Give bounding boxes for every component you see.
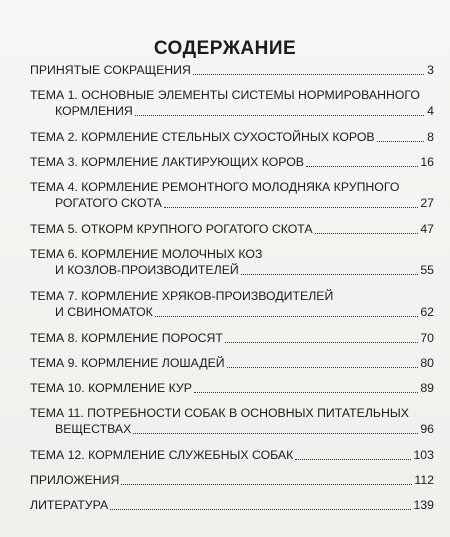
toc-entry-title: ЛИТЕРАТУРА [30, 498, 109, 512]
toc-entry-title-line2: КОРМЛЕНИЯ [55, 104, 133, 118]
toc-entry [30, 288, 434, 320]
toc-entry-title: ТЕМА 5. ОТКОРМ КРУПНОГО РОГАТОГО СКОТА [30, 222, 313, 236]
toc-page-number: 4 [427, 104, 434, 118]
dot-leader [121, 484, 412, 485]
toc-entry-title: ПРИЛОЖЕНИЯ [30, 473, 120, 487]
toc-entry-line [30, 421, 434, 437]
dot-leader [194, 392, 418, 393]
toc-entry-title: ТЕМА 2. КОРМЛЕНИЕ СТЕЛЬНЫХ СУХОСТОЙНЫХ КОРОВ [30, 130, 375, 144]
dot-leader [225, 342, 418, 343]
dot-leader [295, 459, 411, 460]
toc-entry [30, 179, 434, 211]
dot-leader [110, 509, 411, 510]
toc-page-number: 16 [420, 155, 434, 169]
toc-page-number: 62 [420, 305, 434, 319]
toc-entry-line [30, 447, 434, 463]
toc-page-number: 139 [413, 498, 434, 512]
toc-entry-title: ТЕМА 9. КОРМЛЕНИЕ ЛОШАДЕЙ [30, 356, 225, 370]
toc-page-number: 70 [420, 331, 434, 345]
dot-leader [133, 433, 418, 434]
toc-entry-line [30, 330, 434, 346]
toc-entry-title-line2: И КОЗЛОВ-ПРОИЗВОДИТЕЛЕЙ [55, 263, 239, 277]
toc-entry-line [30, 154, 434, 170]
toc-page-number: 8 [427, 130, 434, 144]
toc-entry-line [30, 262, 434, 278]
toc-entry-line [30, 221, 434, 237]
toc-page-number: 47 [420, 222, 434, 236]
toc-entry [30, 129, 434, 145]
dot-leader [241, 274, 419, 275]
page-title: СОДЕРЖАНИЕ [153, 38, 297, 59]
toc-entry-title-line1: ТЕМА 11. ПОТРЕБНОСТИ СОБАК В ОСНОВНЫХ ПИТАТЕЛЬНЫХ [30, 406, 409, 420]
toc-entry-title: ТЕМА 12. КОРМЛЕНИЕ СЛУЖЕБНЫХ СОБАК [30, 448, 294, 462]
toc-entry-line [30, 195, 434, 211]
dot-leader [164, 207, 418, 208]
toc-entry-title-line1: ТЕМА 4. КОРМЛЕНИЕ РЕМОНТНОГО МОЛОДНЯКА КРУПНОГО [30, 180, 400, 194]
toc-entry-line [30, 380, 434, 396]
toc-page-number: 103 [413, 448, 434, 462]
toc-entry-title-line1: ТЕМА 6. КОРМЛЕНИЕ МОЛОЧНЫХ КОЗ [30, 247, 263, 261]
toc-page-number: 3 [427, 63, 434, 77]
toc-entry [30, 221, 434, 237]
toc-entry-title-line1: ТЕМА 1. ОСНОВНЫЕ ЭЛЕМЕНТЫ СИСТЕМЫ НОРМИРОВАННОГО [30, 88, 420, 102]
toc-entry-title-line2: ВЕЩЕСТВАХ [55, 422, 132, 436]
toc-entry-title: ТЕМА 3. КОРМЛЕНИЕ ЛАКТИРУЮЩИХ КОРОВ [30, 155, 304, 169]
toc-page-number: 80 [420, 356, 434, 370]
toc-entry-line [30, 497, 434, 513]
toc-entry-line [30, 103, 434, 119]
toc-entry-line [30, 472, 434, 488]
toc-page-number: 89 [420, 381, 434, 395]
toc-page-number: 27 [420, 196, 434, 210]
dot-leader [193, 74, 424, 75]
toc-entry [30, 447, 434, 463]
dot-leader [315, 233, 419, 234]
toc-entry [30, 497, 434, 513]
toc-entry [30, 62, 434, 78]
toc-entry-line [30, 304, 434, 320]
toc-entry [30, 87, 434, 119]
table-of-contents [30, 62, 434, 522]
toc-entry [30, 405, 434, 437]
toc-entry [30, 380, 434, 396]
toc-entry-title: ТЕМА 10. КОРМЛЕНИЕ КУР [30, 381, 192, 395]
dot-leader [377, 141, 424, 142]
toc-entry-title-line1: ТЕМА 7. КОРМЛЕНИЕ ХРЯКОВ-ПРОИЗВОДИТЕЛЕЙ [30, 289, 334, 303]
toc-entry [30, 330, 434, 346]
dot-leader [227, 367, 419, 368]
toc-entry-line [30, 355, 434, 371]
toc-page-number: 55 [420, 263, 434, 277]
toc-entry-title: ПРИНЯТЫЕ СОКРАЩЕНИЯ [30, 63, 191, 77]
toc-entry-line [30, 62, 434, 78]
dot-leader [306, 166, 418, 167]
toc-page-number: 112 [414, 473, 434, 487]
toc-entry [30, 472, 434, 488]
toc-page-number: 96 [420, 422, 434, 436]
toc-entry [30, 355, 434, 371]
toc-entry-title-line2: И СВИНОМАТОК [55, 305, 153, 319]
dot-leader [135, 115, 424, 116]
toc-entry-title-line2: РОГАТОГО СКОТА [55, 196, 162, 210]
toc-entry [30, 154, 434, 170]
toc-entry-line [30, 129, 434, 145]
dot-leader [155, 316, 419, 317]
toc-entry [30, 246, 434, 278]
toc-entry-title: ТЕМА 8. КОРМЛЕНИЕ ПОРОСЯТ [30, 331, 223, 345]
